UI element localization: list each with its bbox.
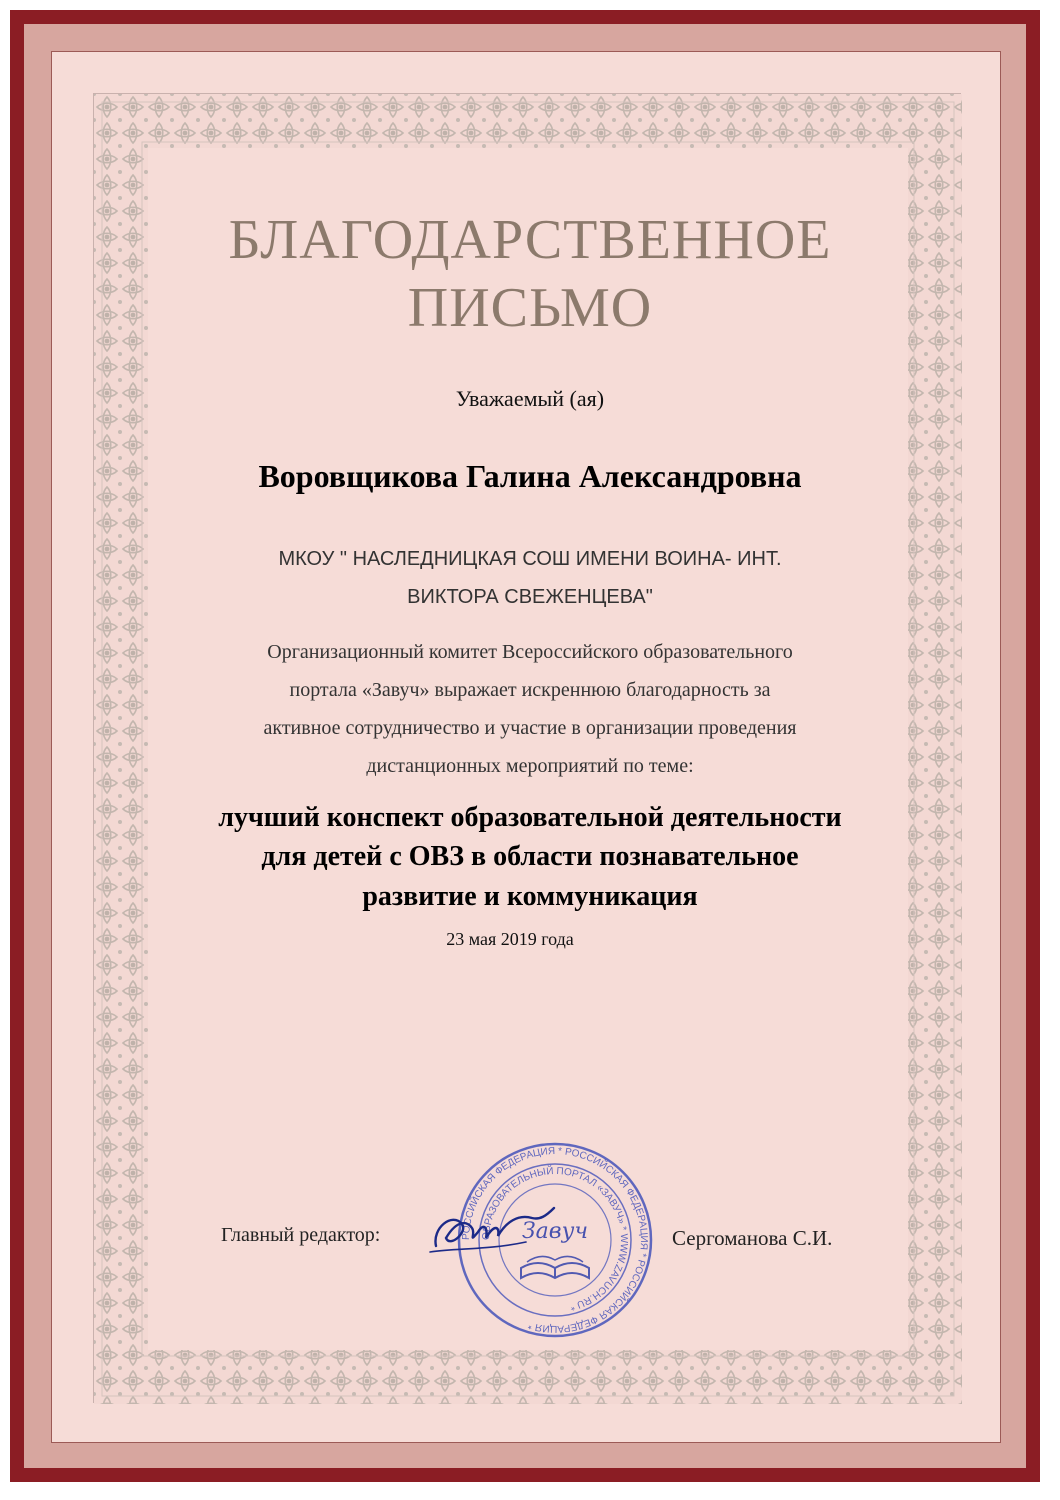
body-text-line: портала «Завуч» выражает искреннюю благодарность за	[289, 679, 771, 701]
issue-date: 23 мая 2019 года	[446, 929, 574, 949]
editor-signature	[428, 1198, 568, 1268]
topic-line: развитие и коммуникация	[362, 881, 698, 912]
seal-inner-text: ОБРАЗОВАТЕЛЬНЫЙ ПОРТАЛ «ЗАВУЧ» * WWW.ZAVUCH.RU *	[480, 1165, 630, 1313]
recipient-name: Воровщикова Галина Александровна	[258, 458, 802, 494]
topic-line: лучший конспект образовательной деятельности	[218, 802, 842, 833]
body-text-line: дистанционных мероприятий по теме:	[366, 755, 694, 777]
organization-line-1: МКОУ " НАСЛЕДНИЦКАЯ СОШ ИМЕНИ ВОИНА- ИНТ.	[278, 548, 782, 570]
body-text-line: активное сотрудничество и участие в организации проведения	[263, 717, 797, 739]
salutation: Уважаемый (ая)	[455, 386, 605, 411]
body-text-line: Организационный комитет Всероссийского образовательного	[267, 641, 793, 663]
editor-label: Главный редактор:	[221, 1224, 381, 1246]
certificate-title-line-1: БЛАГОДАРСТВЕННОЕ	[228, 209, 832, 271]
organization-line-2: ВИКТОРА СВЕЖЕНЦЕВА"	[407, 586, 653, 608]
seal-center-text: Завуч	[521, 1219, 589, 1244]
certificate-title-line-2: ПИСЬМО	[407, 277, 653, 339]
seal-outer-text: РОССИЙСКАЯ ФЕДЕРАЦИЯ * РОССИЙСКАЯ ФЕДЕРАЦИЯ * РОССИЙСКАЯ ФЕДЕРАЦИЯ *	[460, 1145, 650, 1335]
topic-line: для детей с ОВЗ в области познавательное	[261, 841, 799, 872]
editor-name: Сергоманова С.И.	[672, 1226, 833, 1250]
